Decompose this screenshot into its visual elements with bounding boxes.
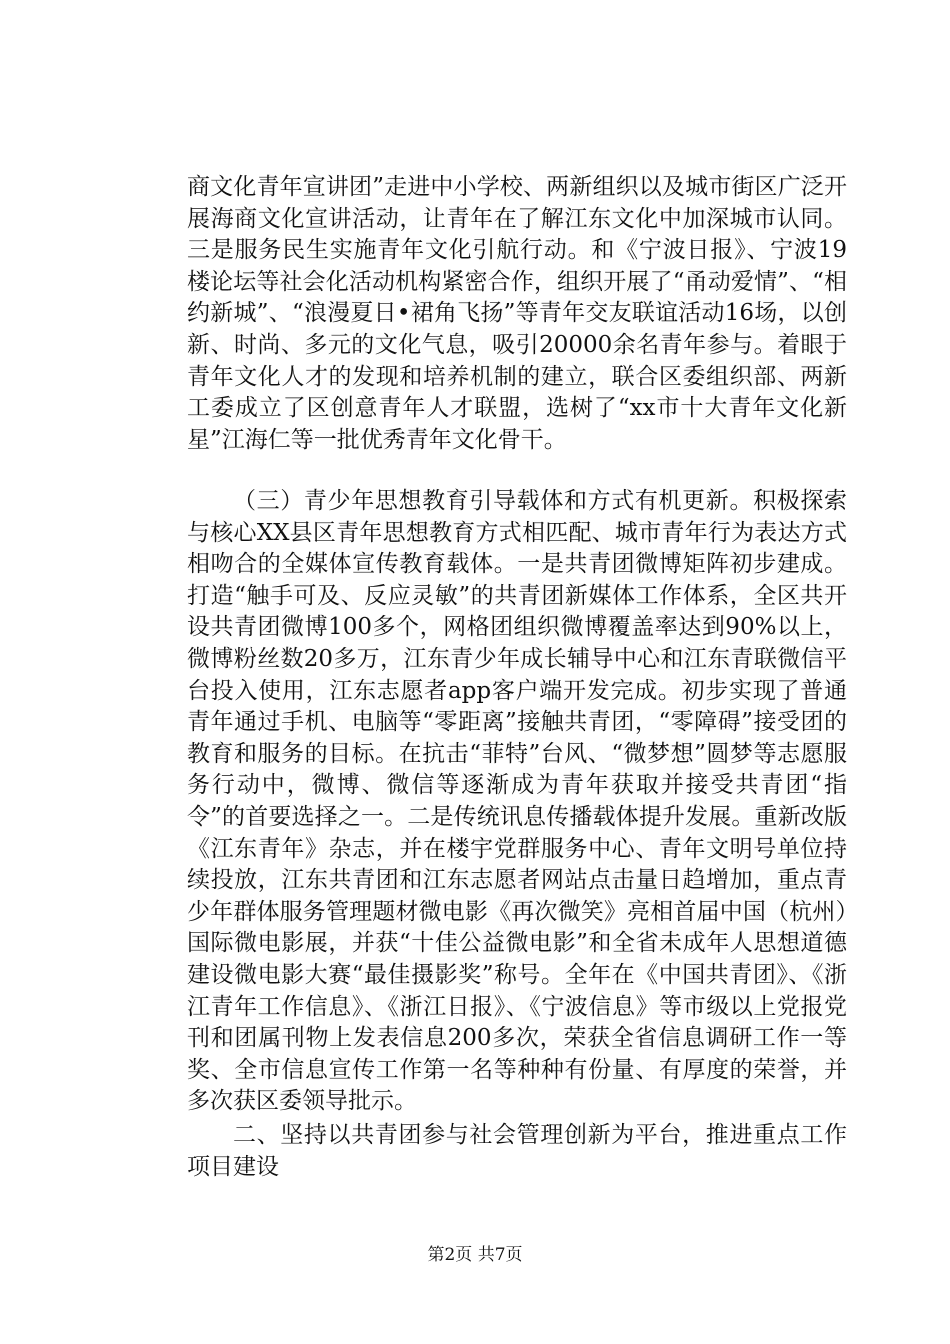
section-heading-social-management: 二、坚持以共青团参与社会管理创新为平台，推进重点工作项目建设 (187, 1122, 847, 1180)
paragraph-ideological-education: （三）青少年思想教育引导载体和方式有机更新。积极探索与核心XX县区青年思想教育方式相匹配、城市青年行为表达方式相吻合的全媒体宣传教育载体。一是共青团微博矩阵初步建成。打造“触手可及、反应灵敏”的共青团新媒体工作体系，全区共开设共青团微博100多个，网格团组织微博覆盖率达到90%以上，微博粉丝数20多万，江东青少年成长辅导中心和江东青联微信平台投入使用，江东志愿者app客户端开发完成。初步实现了普通青年通过手机、电脑等“零距离”接触共青团，“零障碍”接受团的教育和服务的目标。在抗击“菲特”台风、“微梦想”圆梦等志愿服务行动中，微博、微信等逐渐成为青年获取并接受共青团“指令”的首要选择之一。二是传统讯息传播载体提升发展。重新改版《江东青年》杂志，并在楼宇党群服务中心、青年文明号单位持续投放，江东共青团和江东志愿者网站点击量日趋增加，重点青少年群体服务管理题材微电影《再次微笑》亮相首届中国（杭州）国际微电影展，并获“十佳公益微电影”和全省未成年人思想道德建设微电影大赛“最佳摄影奖”称号。全年在《中国共青团》、《浙江青年工作信息》、《浙江日报》、《宁波信息》等市级以上党报党刊和团属刊物上发表信息200多次，荣获全省信息调研工作一等奖、全市信息宣传工作第一名等种种有份量、有厚度的荣誉，并多次获区委领导批示。 (187, 488, 847, 1115)
page-footer: 第2页 共7页 (427, 1245, 523, 1265)
paragraph-youth-culture: 商文化青年宣讲团”走进中小学校、两新组织以及城市街区广泛开展海商文化宣讲活动，让青年在了解江东文化中加深城市认同。三是服务民生实施青年文化引航行动。和《宁波日报》、宁波19楼论坛等社会化活动机构紧密合作，组织开展了“甬动爱情”、“相约新城”、“浪漫夏日•裙角飞扬”等青年交友联谊活动16场，以创新、时尚、多元的文化气息，吸引20000余名青年参与。着眼于青年文化人才的发现和培养机制的建立，联合区委组织部、两新工委成立了区创意青年人才联盟，选树了“xx市十大青年文化新星”江海仁等一批优秀青年文化骨干。 (187, 174, 847, 453)
